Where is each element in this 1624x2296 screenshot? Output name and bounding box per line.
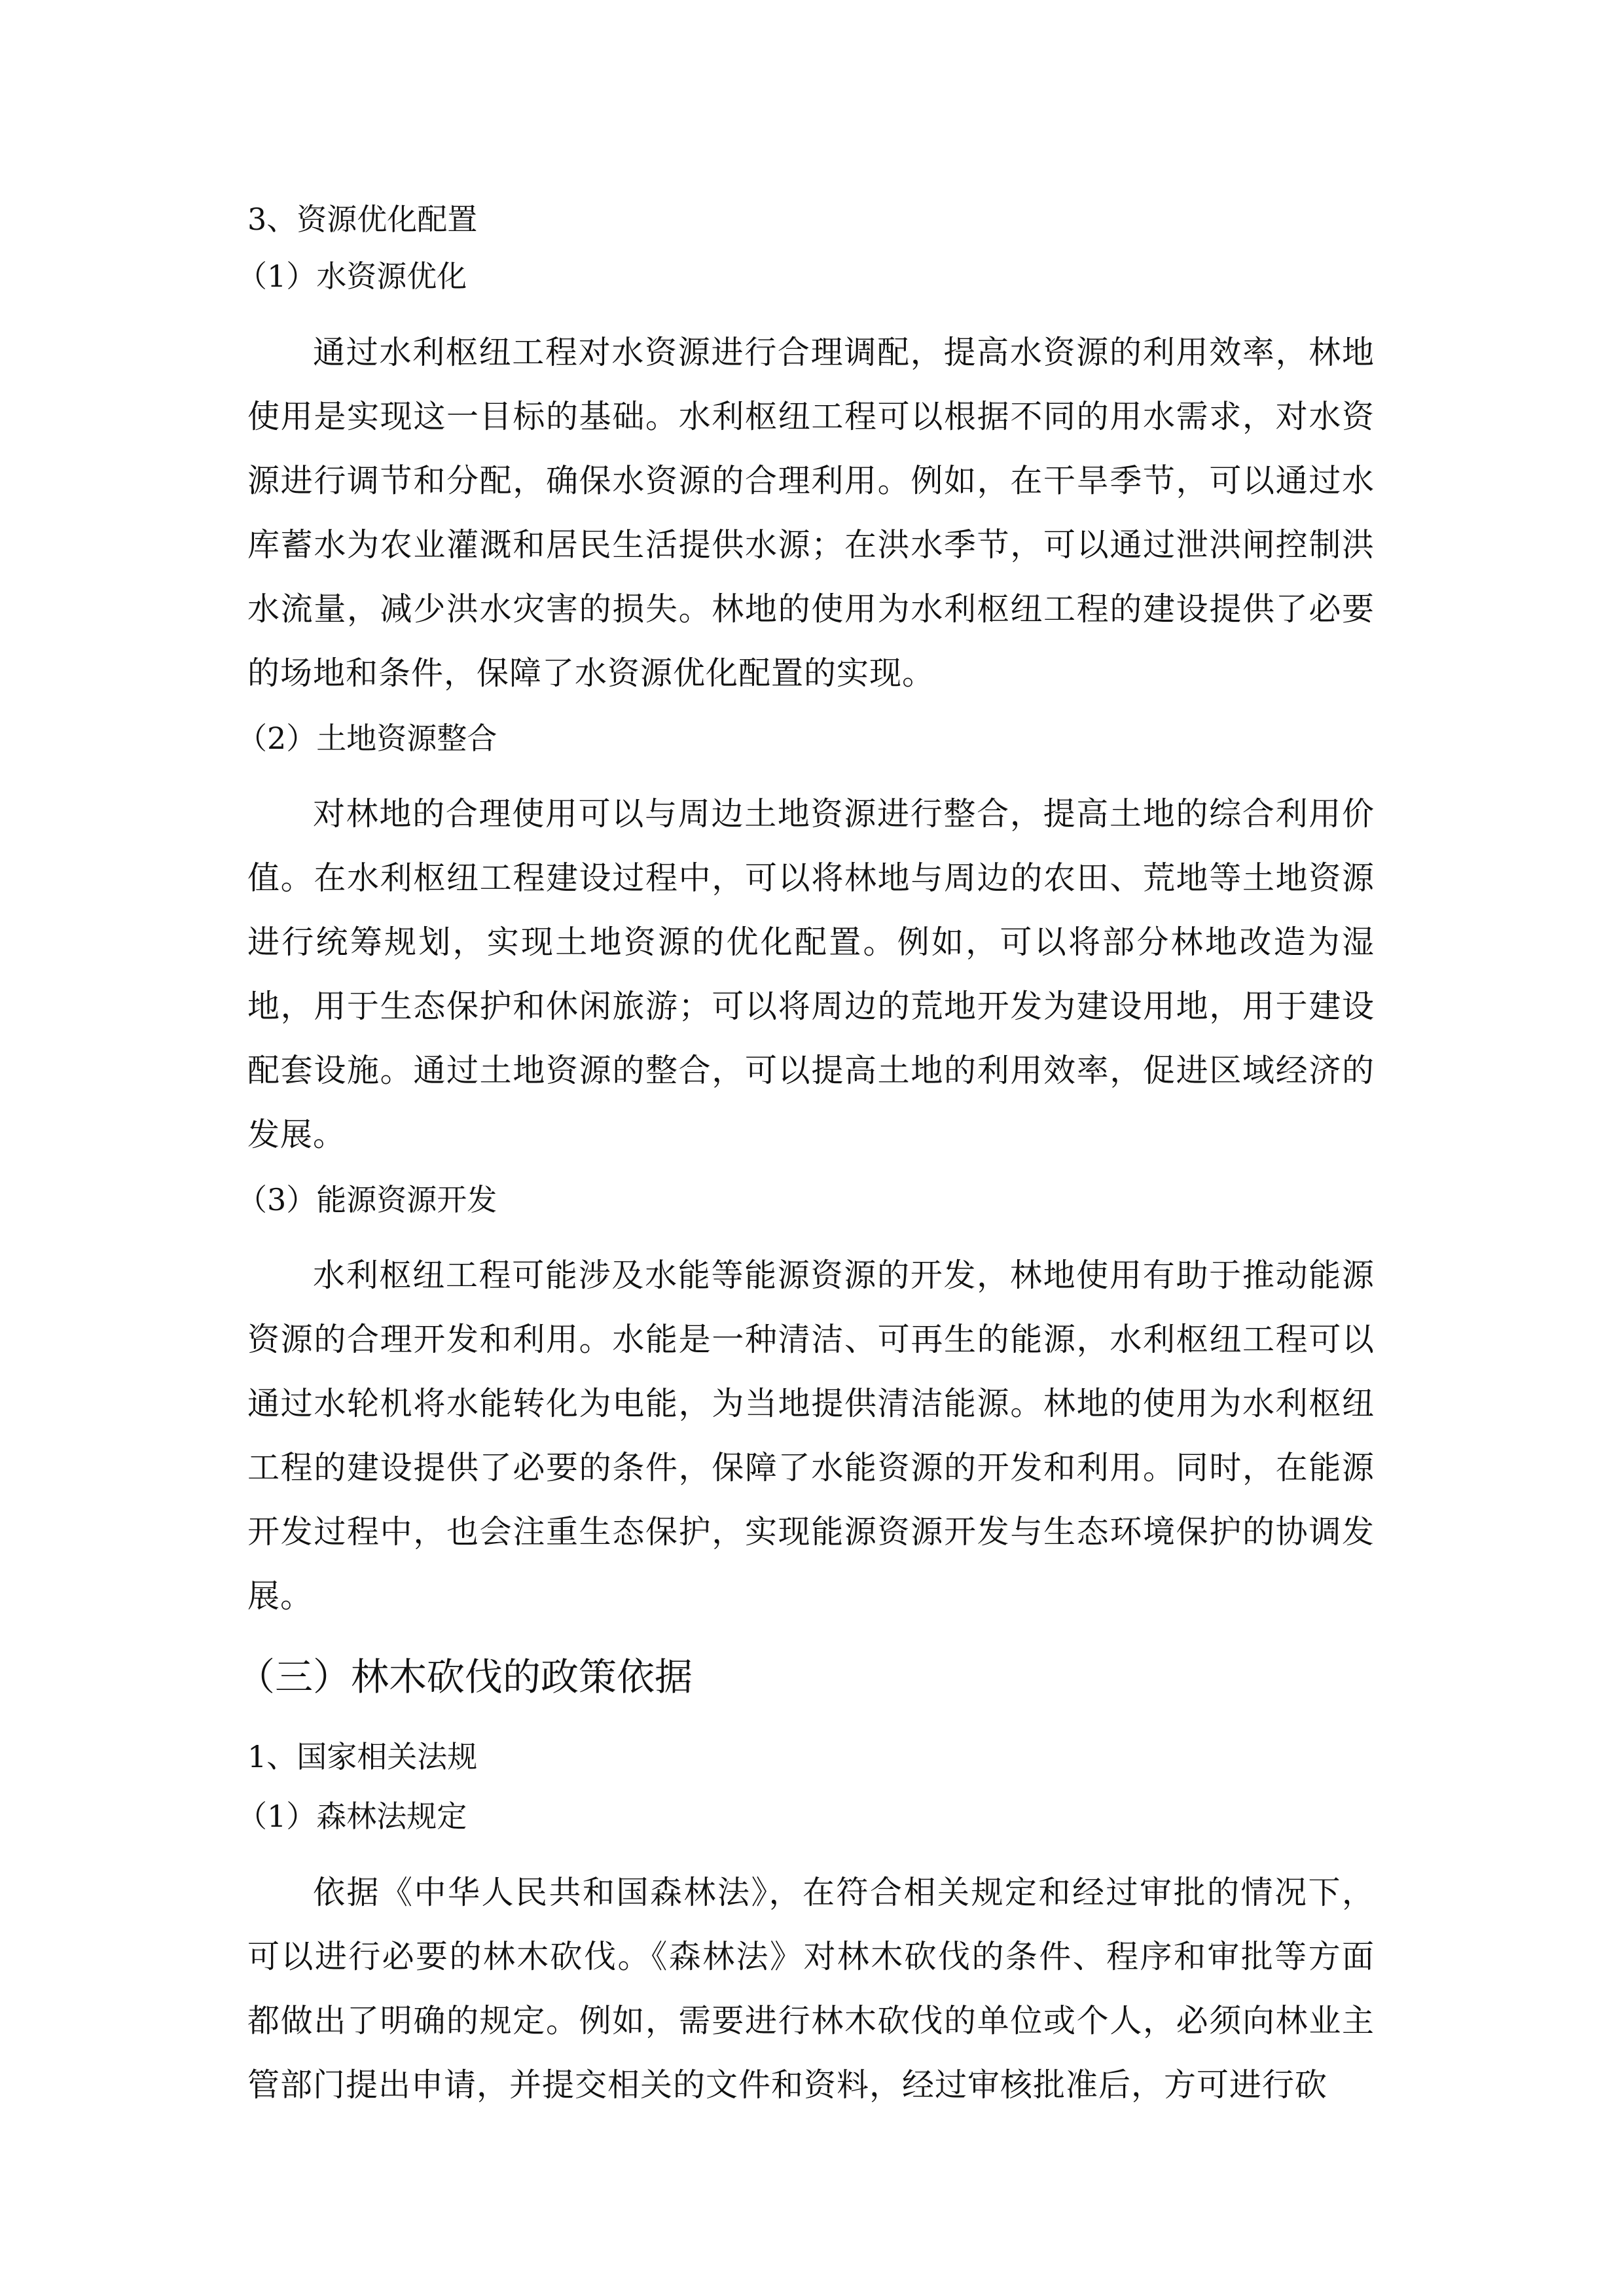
part-heading-logging-policy: （三）林木砍伐的政策依据 [237, 1655, 693, 1699]
section-heading-resource-optimization: 3、资源优化配置 [247, 202, 478, 237]
subsection-heading-land: （2）土地资源整合 [237, 721, 497, 756]
paragraph-energy-development: 水利枢纽工程可能涉及水能等能源资源的开发，林地使用有助于推动能源资源的合理开发和利用。水能是一种清洁、可再生的能源，水利枢纽工程可以通过水轮机将水能转化为电能，为当地提供清洁能源。林地的使用为水利枢纽工程的建设提供了必要的条件，保障了水能资源的开发和利用。同时，在能源开发过程中，也会注重生态保护，实现能源资源开发与生态环境保护的协调发展。 [247, 1257, 1375, 1615]
paragraph-forest-law: 依据《中华人民共和国森林法》，在符合相关规定和经过审批的情况下，可以进行必要的林木砍伐。《森林法》对林木砍伐的条件、程序和审批等方面都做出了明确的规定。例如，需要进行林木砍伐的单位或个人，必须向林业主管部门提出申请，并提交相关的文件和资料，经过审核批准后，方可进行砍 [247, 1874, 1375, 2104]
subsection-heading-water: （1）水资源优化 [237, 259, 467, 294]
section-heading-national-regulations: 1、国家相关法规 [247, 1739, 478, 1774]
subsection-heading-energy: （3）能源资源开发 [237, 1182, 497, 1217]
paragraph-water-optimization: 通过水利枢纽工程对水资源进行合理调配，提高水资源的利用效率，林地使用是实现这一目标的基础。水利枢纽工程可以根据不同的用水需求，对水资源进行调节和分配，确保水资源的合理利用。例如，在干旱季节，可以通过水库蓄水为农业灌溉和居民生活提供水源；在洪水季节，可以通过泄洪闸控制洪水流量，减少洪水灾害的损失。林地的使用为水利枢纽工程的建设提供了必要的场地和条件，保障了水资源优化配置的实现。 [247, 334, 1375, 692]
paragraph-land-integration: 对林地的合理使用可以与周边土地资源进行整合，提高土地的综合利用价值。在水利枢纽工程建设过程中，可以将林地与周边的农田、荒地等土地资源进行统筹规划，实现土地资源的优化配置。例如，可以将部分林地改造为湿地，用于生态保护和休闲旅游；可以将周边的荒地开发为建设用地，用于建设配套设施。通过土地资源的整合，可以提高土地的利用效率，促进区域经济的发展。 [247, 795, 1375, 1153]
subsection-heading-forest-law: （1）森林法规定 [237, 1799, 467, 1834]
